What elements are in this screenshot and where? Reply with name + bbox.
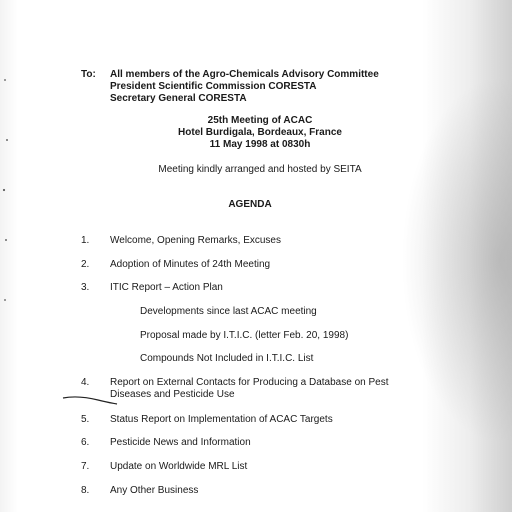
recipient-line: Secretary General CORESTA — [110, 93, 247, 104]
agenda-subitem: Compounds Not Included in I.T.I.C. List — [140, 353, 314, 364]
agenda-item-text: Status Report on Implementation of ACAC Targets — [110, 414, 333, 425]
agenda-item-number: 5. — [81, 414, 90, 425]
agenda-item-number: 7. — [81, 461, 90, 472]
agenda-item-number: 1. — [81, 235, 90, 246]
agenda-item-text: Update on Worldwide MRL List — [110, 461, 248, 472]
meeting-host-note: Meeting kindly arranged and hosted by SEITA — [158, 164, 362, 175]
handwritten-pen-mark — [62, 395, 118, 405]
agenda-item-text: ITIC Report – Action Plan — [110, 282, 223, 293]
agenda-item-text: Adoption of Minutes of 24th Meeting — [110, 259, 271, 270]
agenda-subitem: Developments since last ACAC meeting — [140, 306, 317, 317]
recipient-line: President Scientific Commission CORESTA — [110, 81, 317, 92]
meeting-details — [150, 115, 370, 151]
meeting-venue: Hotel Burdigala, Bordeaux, France — [178, 127, 342, 138]
recipient-list — [110, 69, 379, 105]
agenda-title: AGENDA — [228, 199, 272, 210]
agenda-subitem: Proposal made by I.T.I.C. (letter Feb. 20, 1998) — [140, 330, 349, 341]
agenda-item-text: Any Other Business — [110, 485, 199, 496]
agenda-item-number: 4. — [81, 377, 90, 388]
agenda-item-number: 6. — [81, 437, 90, 448]
to-label: To: — [81, 69, 96, 80]
punch-hole-marks — [2, 60, 10, 360]
page-fold-shadow — [422, 0, 512, 512]
agenda-item-text: Pesticide News and Information — [110, 437, 251, 448]
agenda-item-number: 3. — [81, 282, 90, 293]
agenda-item-number: 8. — [81, 485, 90, 496]
agenda-item-number: 2. — [81, 259, 90, 270]
recipient-line: All members of the Agro-Chemicals Advisory Committee — [110, 69, 379, 80]
meeting-title: 25th Meeting of ACAC — [207, 115, 313, 126]
agenda-item-text: Report on External Contacts for Producing a Database on Pest — [110, 377, 389, 388]
meeting-date: 11 May 1998 at 0830h — [209, 139, 311, 150]
agenda-item-text-continued: Diseases and Pesticide Use — [110, 389, 235, 400]
agenda-item-text: Welcome, Opening Remarks, Excuses — [110, 235, 281, 246]
